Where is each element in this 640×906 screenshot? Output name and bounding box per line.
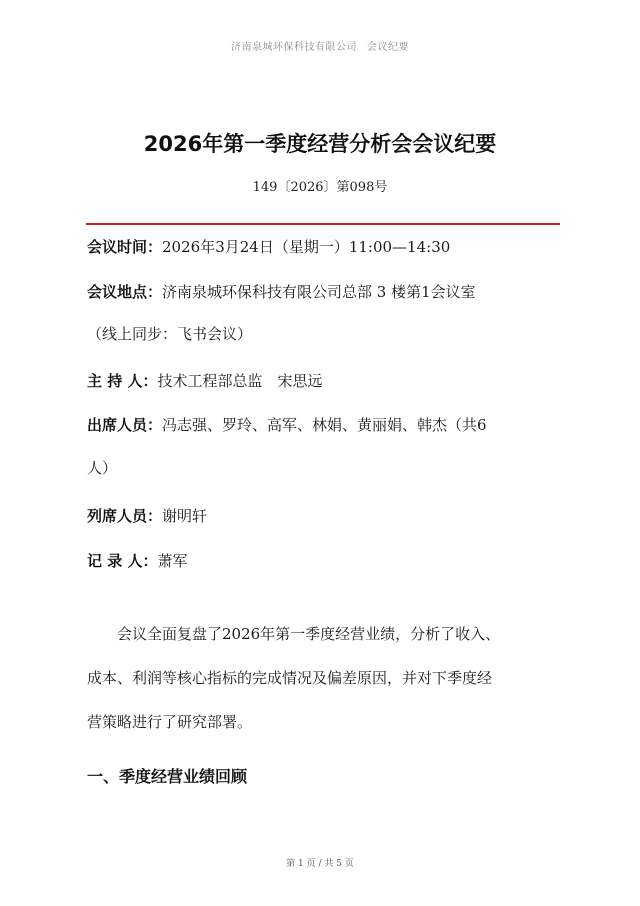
section-heading: 一、季度经营业绩回顾 — [87, 767, 248, 786]
attendees-row-cont — [87, 448, 563, 489]
meeting-location-row-cont — [87, 314, 563, 355]
summary-line: 会议全面复盘了2026年第一季度经营业绩，分析了收入、 — [117, 625, 501, 643]
observers-value: 谢明轩 — [162, 507, 208, 525]
page-footer: 第 1 页 / 共 5 页 — [286, 859, 354, 869]
summary-paragraph — [87, 612, 563, 744]
red-divider — [86, 223, 560, 225]
meeting-time-value: 2026年3月24日（星期一）11:00—14:30 — [162, 238, 451, 256]
host-label: 主 持 人： — [87, 372, 158, 390]
meeting-location-value-cont: （线上同步：飞书会议） — [87, 325, 253, 343]
meeting-location-label: 会议地点： — [87, 283, 163, 301]
attendees-value-cont: 人） — [87, 459, 118, 477]
observers-row — [87, 496, 563, 537]
host-value: 技术工程部总监 宋思远 — [157, 372, 323, 390]
header-company: 济南泉城环保科技有限公司 — [231, 42, 357, 53]
meeting-location-row — [87, 272, 563, 313]
meeting-time-label: 会议时间： — [87, 238, 163, 256]
header-doc-type: 会议纪要 — [367, 42, 409, 53]
summary-line: 成本、利润等核心指标的完成情况及偏差原因，并对下季度经 — [87, 669, 493, 687]
recorder-row — [87, 541, 563, 582]
meeting-location-value: 济南泉城环保科技有限公司总部 3 楼第1会议室 — [162, 283, 476, 301]
host-row — [87, 361, 563, 402]
attendees-value: 冯志强、罗玲、高军、林娟、黄丽娟、韩杰（共6 — [162, 416, 487, 434]
document-number: 149〔2026〕第098号 — [252, 180, 388, 195]
recorder-label: 记 录 人： — [87, 552, 158, 570]
recorder-value: 萧军 — [157, 552, 188, 570]
attendees-row — [87, 405, 563, 446]
page-header — [0, 38, 640, 53]
meeting-time-row — [87, 227, 563, 268]
document-title: 2026年第一季度经营分析会会议纪要 — [143, 132, 497, 156]
summary-line: 营策略进行了研究部署。 — [87, 713, 253, 731]
observers-label: 列席人员： — [87, 507, 163, 525]
attendees-label: 出席人员： — [87, 416, 163, 434]
